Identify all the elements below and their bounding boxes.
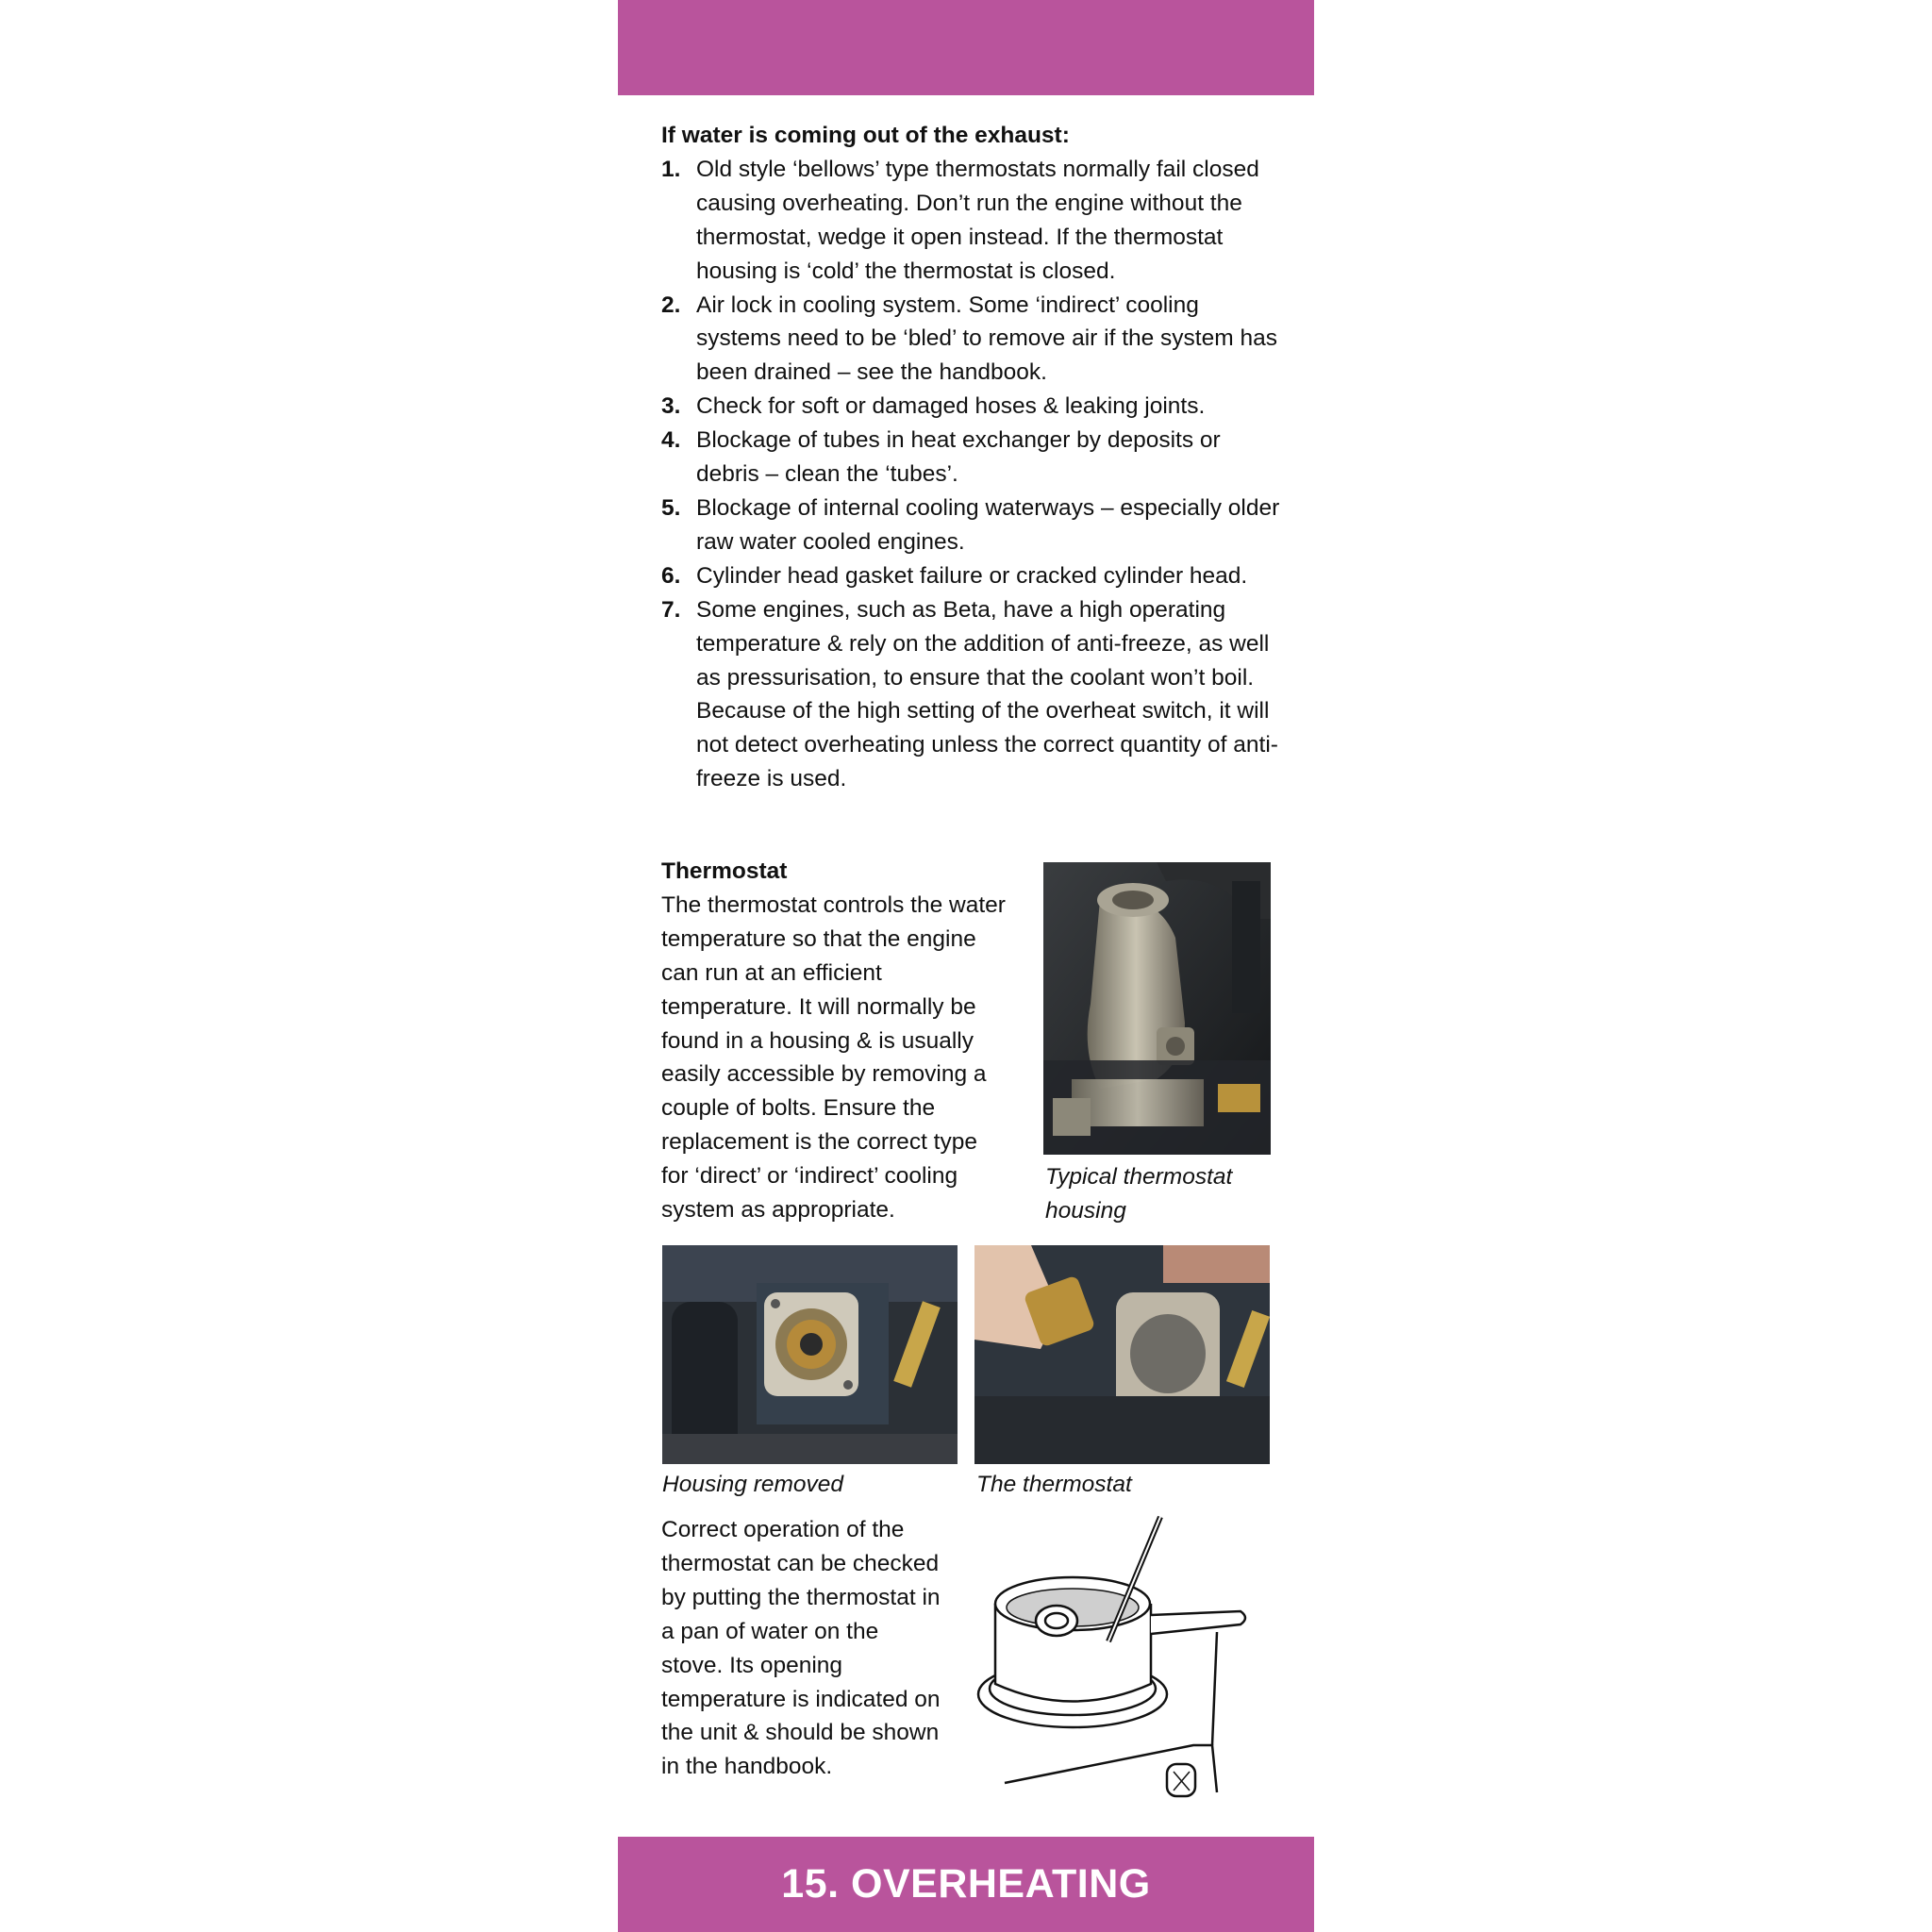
manual-page bbox=[618, 0, 1314, 1932]
list-item bbox=[661, 491, 1284, 559]
list-item bbox=[661, 289, 1284, 391]
item-text: Cylinder head gasket failure or cracked cylinder head. bbox=[696, 562, 1248, 589]
item-number: 7. bbox=[661, 596, 681, 623]
thermostat-housing-photo bbox=[1043, 862, 1271, 1155]
thermostat-text bbox=[661, 855, 1010, 1227]
exhaust-heading: If water is coming out of the exhaust: bbox=[661, 123, 1070, 148]
item-number: 6. bbox=[661, 562, 681, 589]
thermostat-heading: Thermostat bbox=[661, 858, 788, 884]
thermostat-body: The thermostat controls the water temperature so that the engine can run at an efficient temperature. It will normally be found in a housing & is usually easily accessible by removing a couple of bolts. Ensure the replacement is the correct type for ‘direct’ or ‘indirect’ cooling system as appropriate. bbox=[661, 891, 1006, 1224]
item-number: 5. bbox=[661, 494, 681, 521]
item-text: Check for soft or damaged hoses & leaking joints. bbox=[696, 393, 1206, 420]
list-item bbox=[661, 153, 1284, 289]
item-number: 2. bbox=[661, 291, 681, 318]
list-item bbox=[661, 593, 1284, 796]
check-text: Correct operation of the thermostat can be checked by putting the thermostat in a pan of water on the stove. Its opening temperature is indicated on the unit & should be shown in the handbook. bbox=[661, 1517, 941, 1780]
item-text: Blockage of tubes in heat exchanger by deposits or debris – clean the ‘tubes’. bbox=[696, 427, 1221, 488]
housing-photo-caption: Typical thermostat housing bbox=[1045, 1164, 1233, 1224]
item-number: 4. bbox=[661, 427, 681, 454]
exhaust-section bbox=[661, 119, 1284, 796]
item-number: 3. bbox=[661, 393, 681, 420]
footer-band bbox=[618, 1837, 1314, 1932]
top-color-band bbox=[618, 0, 1314, 95]
thermostat-photo bbox=[974, 1245, 1270, 1464]
item-number: 1. bbox=[661, 156, 681, 182]
pan-on-stove-illustration bbox=[967, 1509, 1278, 1813]
thermostat-caption: The thermostat bbox=[976, 1472, 1132, 1497]
item-text: Old style ‘bellows’ type thermostats normally fail closed causing overheating. Don’t run the engine without the thermostat, wedge it open instead. If the thermostat housing is ‘cold’ the thermostat is closed. bbox=[696, 156, 1259, 284]
housing-removed-photo bbox=[662, 1245, 958, 1464]
page-title: 15. OVERHEATING bbox=[781, 1861, 1151, 1907]
item-text: Some engines, such as Beta, have a high operating temperature & rely on the addition of anti-freeze, as well as pressurisation, to ensure that the coolant won’t boil. Because of the high setting of the overheat switch, it will not detect overheating unless the correct quantity of anti-freeze is used. bbox=[696, 596, 1278, 792]
item-text: Blockage of internal cooling waterways – especially older raw water cooled engines. bbox=[696, 494, 1280, 555]
housing-removed-caption: Housing removed bbox=[662, 1472, 844, 1497]
item-text: Air lock in cooling system. Some ‘indirect’ cooling systems need to be ‘bled’ to remove air if the system has been drained – see the handbook. bbox=[696, 291, 1277, 386]
list-item bbox=[661, 424, 1284, 491]
causes-list bbox=[661, 153, 1284, 796]
list-item bbox=[661, 390, 1284, 424]
list-item bbox=[661, 559, 1284, 593]
